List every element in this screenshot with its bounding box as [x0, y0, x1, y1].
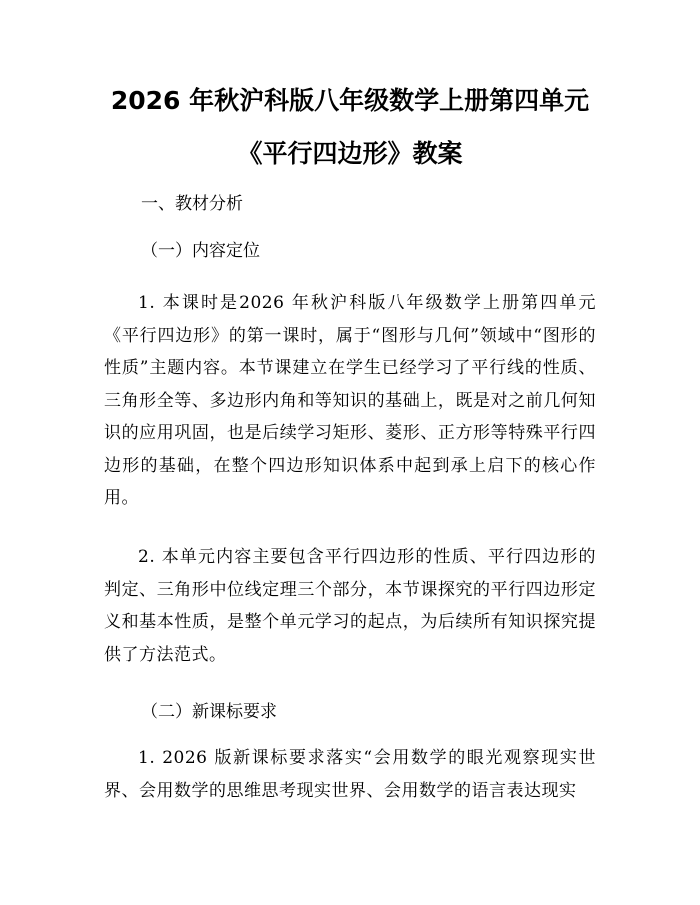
- document-title-line-2: 《平行四边形》教案: [237, 139, 463, 168]
- section-heading-textbook-analysis: 一、教材分析: [141, 194, 243, 214]
- subsection-heading-curriculum-standards: （二）新课标要求: [141, 702, 277, 722]
- paragraph-curriculum-standards-1: 1. 2026 版新课标要求落实“会用数学的眼光观察现实世界、会用数学的思维思考现实世界、会用数学的语言表达现实: [104, 748, 596, 801]
- subsection-heading-content-positioning: （一）内容定位: [141, 241, 260, 261]
- paragraph-content-positioning-1: 1. 本课时是2026 年秋沪科版八年级数学上册第四单元《平行四边形》的第一课时，属于“图形与几何”领域中“图形的性质”主题内容。本节课建立在学生已经学习了平行线的性质、三角形全等、多边形内角和等知识的基础上，既是对之前几何知识的应用巩固，也是后续学习矩形、菱形、正方形等特殊平行四边形的基础，在整个四边形知识体系中起到承上启下的核心作用。: [104, 293, 596, 508]
- paragraph-content-positioning-2: 2. 本单元内容主要包含平行四边形的性质、平行四边形的判定、三角形中位线定理三个部分，本节课探究的平行四边形定义和基本性质，是整个单元学习的起点，为后续所有知识探究提供了方法范式。: [104, 547, 596, 665]
- document-title-line-1: 2026 年秋沪科版八年级数学上册第四单元: [110, 86, 590, 115]
